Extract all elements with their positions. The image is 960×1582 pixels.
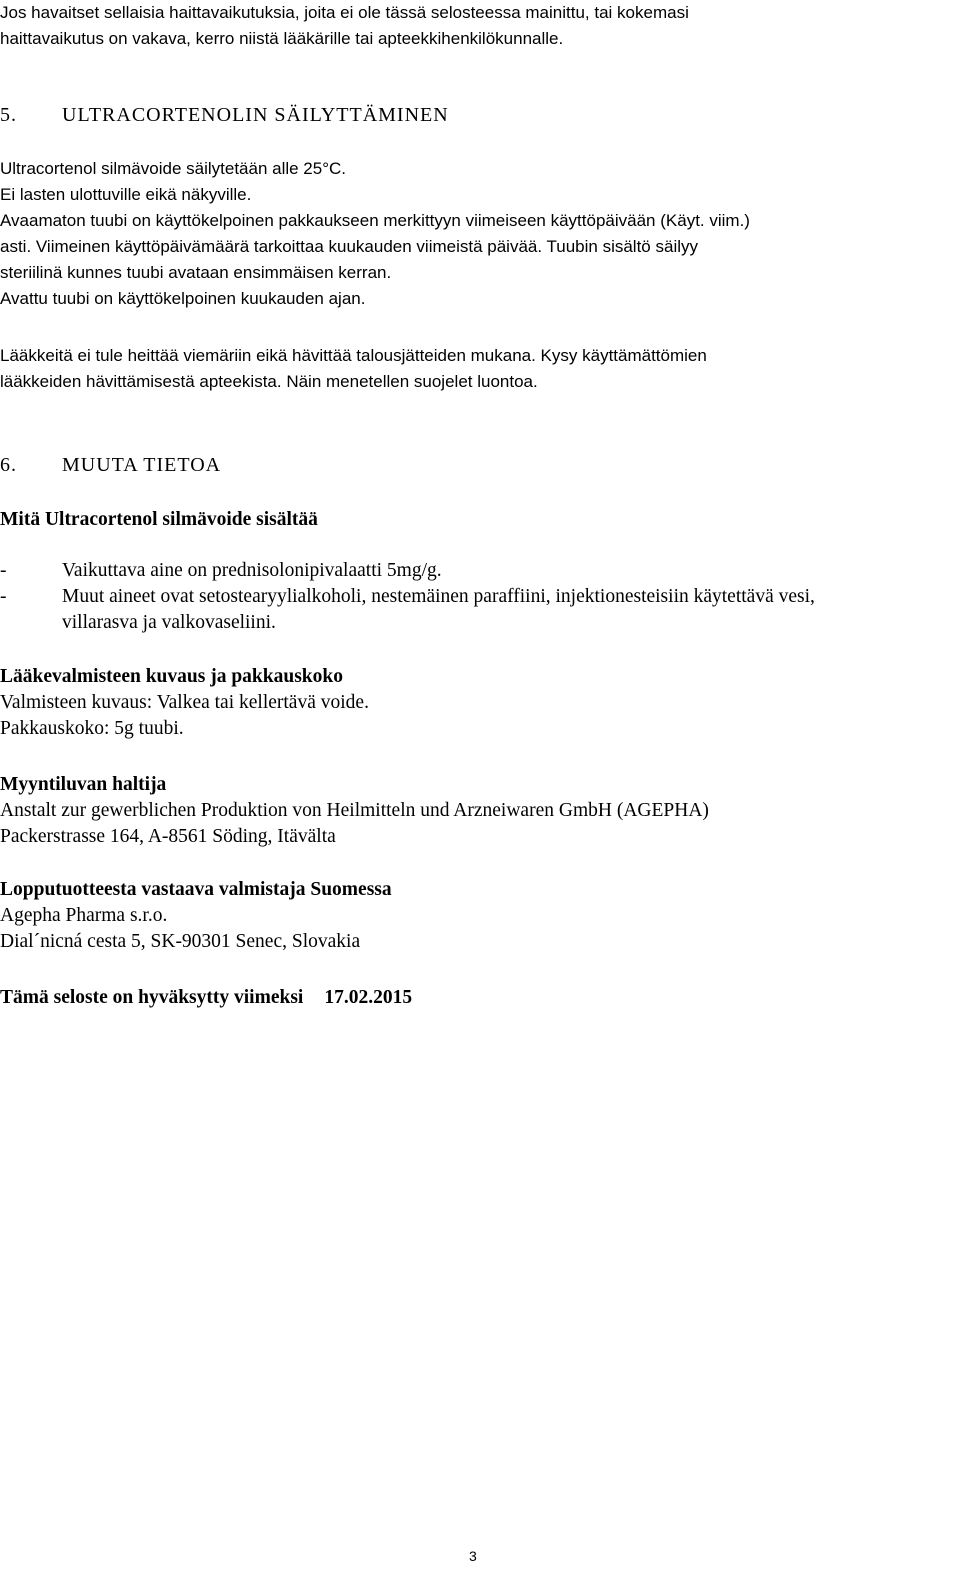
storage-line: Avattu tuubi on käyttökelpoinen kuukauden ajan.	[0, 289, 366, 308]
section-5-number: 5.	[0, 104, 17, 126]
storage-line: Avaamaton tuubi on käyttökelpoinen pakkaukseen merkittyyn viimeiseen käyttöpäivään (Käyt. viim.)	[0, 211, 750, 230]
section-5-title: ULTRACORTENOLIN SÄILYTTÄMINEN	[62, 104, 449, 126]
contents-list	[0, 558, 815, 636]
list-item-continuation: villarasva ja valkovaseliini.	[62, 612, 276, 633]
section-6-heading	[0, 452, 221, 478]
intro-paragraph	[0, 0, 689, 52]
description-line: Valmisteen kuvaus: Valkea tai kellertävä voide.	[0, 692, 369, 713]
list-dash: -	[0, 586, 7, 607]
manufacturer-line: Dial´nicná cesta 5, SK-90301 Senec, Slovakia	[0, 931, 361, 952]
section-5-heading	[0, 102, 449, 128]
list-item	[0, 584, 815, 610]
approval-date: 17.02.2015	[324, 987, 413, 1008]
contents-heading: Mitä Ultracortenol silmävoide sisältää	[0, 509, 318, 530]
list-item-text: Vaikuttava aine on prednisolonipivalaatti 5mg/g.	[62, 560, 442, 581]
description-block	[0, 664, 369, 742]
storage-line: Ultracortenol silmävoide säilytetään alle 25°C.	[0, 159, 347, 178]
holder-block	[0, 772, 709, 850]
approval-line	[0, 985, 412, 1011]
intro-line: haittavaikutus on vakava, kerro niistä lääkärille tai apteekkihenkilökunnalle.	[0, 29, 564, 48]
storage-line: Ei lasten ulottuville eikä näkyville.	[0, 185, 252, 204]
storage-line: asti. Viimeinen käyttöpäivämäärä tarkoittaa kuukauden viimeistä päivää. Tuubin sisältö säilyy	[0, 237, 698, 256]
disposal-line: Lääkkeitä ei tule heittää viemäriin eikä hävittää talousjätteiden mukana. Kysy käyttämättömien	[0, 346, 707, 365]
storage-line: steriilinä kunnes tuubi avataan ensimmäisen kerran.	[0, 263, 392, 282]
manufacturer-line: Agepha Pharma s.r.o.	[0, 905, 168, 926]
section-6-number: 6.	[0, 454, 17, 476]
disposal-line: lääkkeiden hävittämisestä apteekista. Näin menetellen suojelet luontoa.	[0, 372, 538, 391]
section-6-title: MUUTA TIETOA	[62, 454, 222, 476]
list-item-text: Muut aineet ovat setostearyylialkoholi, nestemäinen paraffiini, injektionesteisiin käytettävä vesi,	[62, 586, 815, 607]
manufacturer-block	[0, 877, 392, 955]
page-number: 3	[469, 1548, 477, 1564]
holder-heading: Myyntiluvan haltija	[0, 774, 167, 795]
intro-line: Jos havaitset sellaisia haittavaikutuksia, joita ei ole tässä selosteessa mainittu, tai kokemasi	[0, 3, 689, 22]
list-dash: -	[0, 560, 7, 581]
approval-label: Tämä seloste on hyväksytty viimeksi	[0, 987, 304, 1008]
holder-line: Anstalt zur gewerblichen Produktion von Heilmitteln und Arzneiwaren GmbH (AGEPHA)	[0, 800, 709, 821]
manufacturer-heading: Lopputuotteesta vastaava valmistaja Suomessa	[0, 879, 392, 900]
description-line: Pakkauskoko: 5g tuubi.	[0, 718, 184, 739]
list-item	[0, 558, 815, 584]
holder-line: Packerstrasse 164, A-8561 Söding, Itävälta	[0, 826, 336, 847]
disposal-paragraph	[0, 343, 707, 395]
storage-paragraph	[0, 156, 750, 312]
description-heading: Lääkevalmisteen kuvaus ja pakkauskoko	[0, 666, 343, 687]
